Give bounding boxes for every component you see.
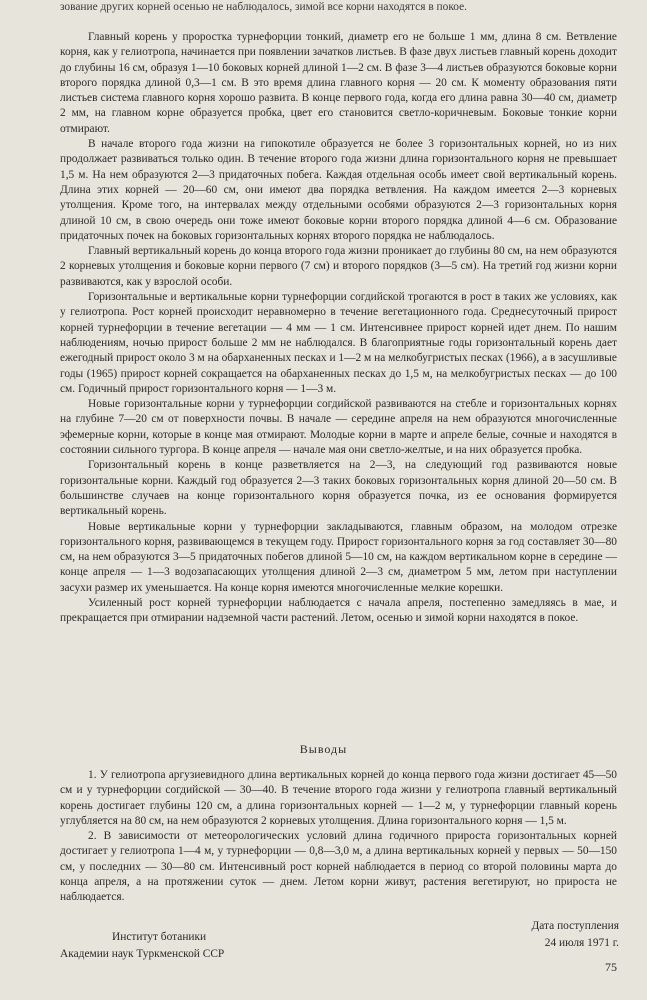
conclusion-item: 2. В зависимости от метеорологических условий длина годичного прироста горизонтальных корней достигает у гелиотропа 1—4 м, у турнефорции — 0,8—3,0 м, а длина вертикальных корней у первых — 50—150 см, у последних — 30—80 см. Интенсивный рост корней наблюдается в период со второй половины марта до конца апреля, а на протяжении суток — днем. Летом корни живут, растения вегетируют, но прироста не наблюдается.: [60, 830, 617, 904]
top-fragment-text: зование других корней осенью не наблюдалось, зимой все корни находятся в покое.: [60, 1, 468, 13]
paragraph: Усиленный рост корней турнефорции наблюдается с начала апреля, постепенно замедляясь в мае, и прекращается при отмирании надземной части растений. Летом, осенью и зимой корни находятся в покое.: [60, 596, 617, 625]
received-date-block: [532, 918, 619, 952]
top-fragment: [60, 0, 617, 15]
paragraph: Горизонтальные и вертикальные корни турнефорции согдийской трогаются в рост в таких же условиях, как у гелиотропа. Рост корней происходит неравномерно в течение вегетационного года. Среднесуточный прирост корней турнефорции в течение вегетации — 4 мм — 1 см. Интенсивнее прирост корней идет днем. По нашим наблюдениям, ночью прирост больше 2 мм не наблюдался. В благоприятные годы горизонтальный корень дает ежегодный прирост около 3 м на обарханенных песках и 1—2 м на мелкобугристых песках (1966), а в засушливые годы (1965) прирост корней сокращается на обарханенных песках до 1,5 м, на мелкобугристых песках — до 100 см. Годичный прирост горизонтального корня — 1—3 м.: [60, 291, 617, 395]
paragraph: Главный корень у проростка турнефорции тонкий, диаметр его не больше 1 мм, длина 8 см. Ветвление корня, как у гелиотропа, начинается при появлении зачатков листьев. В фазе двух листьев главный корень доходит до глубины 16 см, образуя 1—10 боковых корней длиной 1—2 см. В фазе 3—4 листьев образуются боковые корни второго порядка длиной 0,3—1 см. В это время длина главного корня — 20 см. К моменту образования пяти листьев система главного корня хорошо развита. В конце первого года, когда его длина равна 30—40 см, диаметр 2 мм, на главном корне образуется пробка, цвет его становится светло-коричневым. Боковые тонкие корни отмирают.: [60, 31, 617, 135]
paragraph: Главный вертикальный корень до конца второго года жизни проникает до глубины 80 см, на нем образуются 2 корневых утолщения и боковые корни первого (7 см) и второго порядков (3—5 см). На третий год жизни корни развиваются, как у взрослой особи.: [60, 245, 617, 288]
paragraph: В начале второго года жизни на гипокотиле образуется не более 3 горизонтальных корней, но из них продолжает развиваться только один. В течение второго года жизни длина горизонтального корня не превышает 1,5 м. На нем образуются 2—3 придаточных побега. Каждая отдельная особь имеет свой вертикальный корень. Длина этих корней — 20—60 см, они имеют два порядка ветвления. На каждом имеется 2—3 корневых утолщения. Кроме того, на интервалах между отдельными особями образуются 2—3 горизонтальных корня длиной 10 см, в свою очередь они тоже имеют боковые корни второго порядка длиной 4—6 см. Образование придаточных почек на боковых горизонтальных корнях второго порядка не наблюдалось.: [60, 138, 617, 242]
main-body: [60, 30, 617, 627]
conclusions-heading: Выводы: [299, 742, 348, 756]
institute-line-1: Институт ботаники: [112, 931, 207, 943]
page-number: 75: [605, 960, 617, 974]
paragraph: Горизонтальный корень в конце разветвляется на 2—3, на следующий год развиваются новые горизонтальные корни. Каждый год образуется 2—3 таких боковых горизонтальных корня длиной 20—50 см. В большинстве случаев на конце горизонтального корня образуется почка, из ее основания формируется вертикальный корень.: [60, 459, 617, 518]
institute-affiliation: [60, 929, 224, 963]
received-label: Дата поступления: [531, 920, 619, 932]
received-date: 24 июля 1971 г.: [544, 937, 619, 949]
institute-line-2: Академии наук Туркменской ССР: [60, 948, 225, 960]
conclusions-list: [60, 768, 617, 906]
conclusion-item: 1. У гелиотропа аргузиевидного длина вертикальных корней до конца первого года жизни достигает 45—50 см и у турнефорции согдийской — 30—40. В течение второго года жизни у гелиотропа главный вертикальный корень достигает глубины 120 см, а длина горизонтальных корней — 1—2 м, у турнефорции главный корень углубляется на 80 см, на нем образуются 2 корневых утолщения. Длина горизонтального корня — 1,5 м.: [60, 769, 617, 827]
paragraph: Новые горизонтальные корни у турнефорции согдийской развиваются на стебле и горизонтальных корнях на глубине 7—20 см от поверхности почвы. В начале — середине апреля на нем образуются многочисленные эфемерные корни, которые в конце мая отмирают. Молодые корни в марте и апреле белые, сочные и находятся в состоянии сильного тургора. В конце апреля — начале мая они светло-желтые, и на них образуется пробка.: [60, 398, 617, 457]
paragraph: Новые вертикальные корни у турнефорции закладываются, главным образом, на молодом отрезке горизонтального корня, развивающемся в текущем году. Прирост горизонтального корня за год составляет 30—80 см, на нем образуются 3—5 придаточных побегов длиной 5—10 см, на каждом вертикальном корне в середине — конце апреля — 1—3 водозапасающих утолщения длиной 2—3 см, диаметром 5 мм, летом при наступлении засухи размер их уменьшается. На конце корня имеются многочисленные мелкие корешки.: [60, 520, 617, 594]
